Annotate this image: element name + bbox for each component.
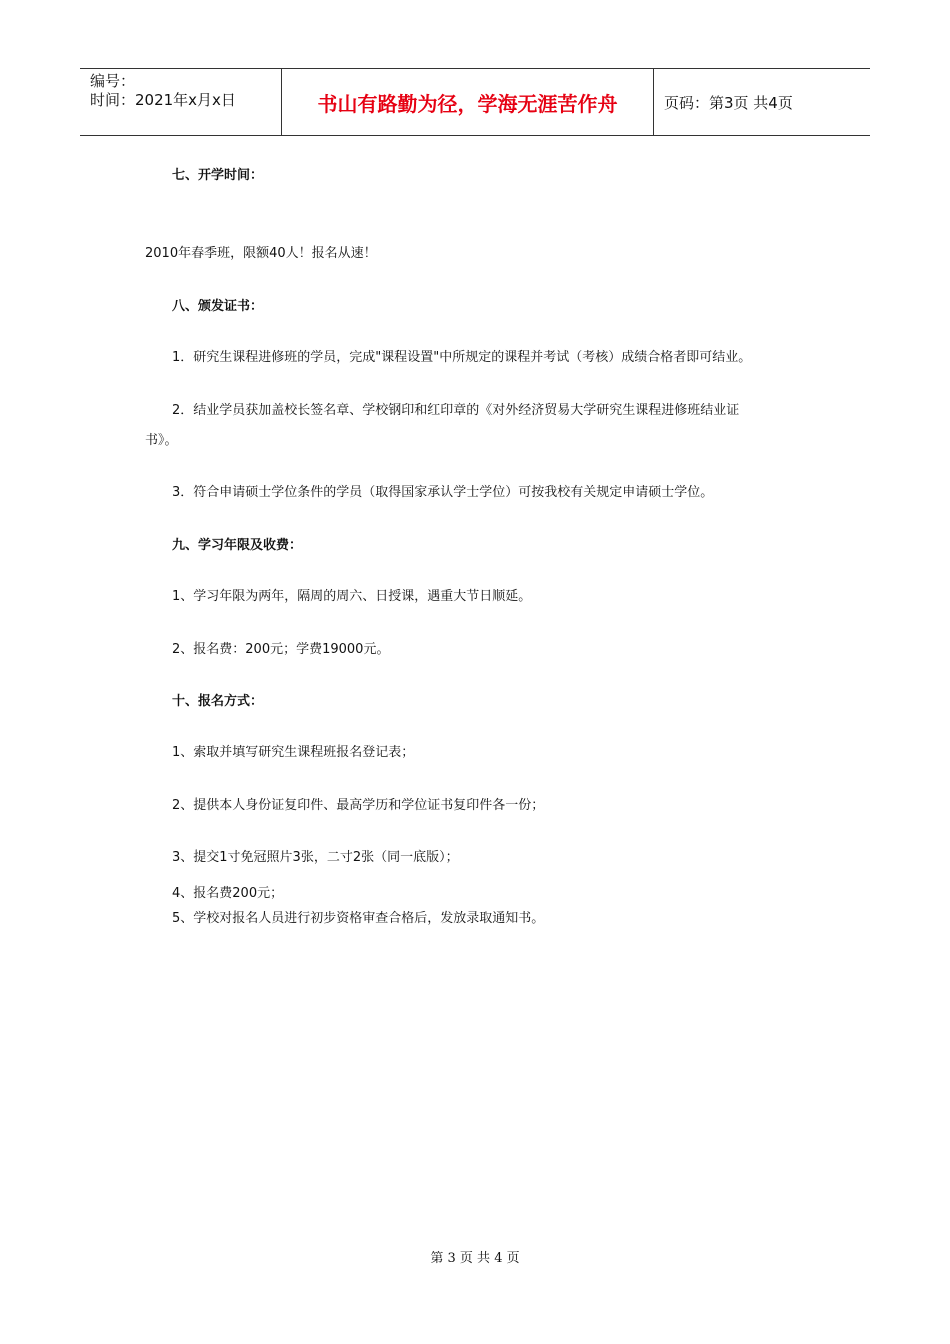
section-10-item-1: 1、索取并填写研究生课程班报名登记表；	[172, 745, 415, 760]
section-heading-9: 九、学习年限及收费：	[172, 538, 303, 553]
header-motto: 书山有路勤为径，学海无涯苦作舟	[281, 69, 654, 135]
section-10-item-2: 2、提供本人身份证复印件、最高学历和学位证书复印件各一份；	[172, 798, 545, 813]
section-9-item-2: 2、报名费：200元；学费19000元。	[172, 642, 390, 657]
section-9-item-1: 1、学习年限为两年，隔周的周六、日授课，遇重大节日顺延。	[172, 589, 532, 604]
header-page-number: 页码：第3页 共4页	[664, 93, 793, 112]
header-meta	[80, 69, 281, 135]
section-10-item-5: 5、学校对报名人员进行初步资格审查合格后，发放录取通知书。	[172, 911, 545, 926]
section-8-item-3: 3．符合申请硕士学位条件的学员（取得国家承认学士学位）可按我校有关规定申请硕士学位。	[172, 485, 714, 500]
page-header	[80, 68, 870, 136]
page-footer: 第 3 页 共 4 页	[430, 1251, 520, 1266]
section-8-item-2-line-1: 2．结业学员获加盖校长签名章、学校钢印和红印章的《对外经济贸易大学研究生课程进修班结业证	[172, 403, 740, 418]
section-heading-10: 十、报名方式：	[172, 694, 264, 709]
section-10-item-4: 4、报名费200元；	[172, 886, 284, 901]
section-8-item-1: 1．研究生课程进修班的学员，完成"课程设置"中所规定的课程并考试（考核）成绩合格者即可结业。	[172, 350, 752, 365]
section-heading-8: 八、颁发证书：	[172, 299, 264, 314]
section-7-text: 2010年春季班，限额40人！报名从速！	[145, 246, 377, 261]
section-8-item-2-line-2: 书》。	[145, 433, 178, 448]
document-number-label: 编号：	[90, 72, 136, 90]
document-date: 时间：2021年x月x日	[90, 91, 236, 109]
section-10-item-3: 3、提交1寸免冠照片3张，二寸2张（同一底版）；	[172, 850, 459, 865]
section-heading-7: 七、开学时间：	[172, 168, 264, 183]
